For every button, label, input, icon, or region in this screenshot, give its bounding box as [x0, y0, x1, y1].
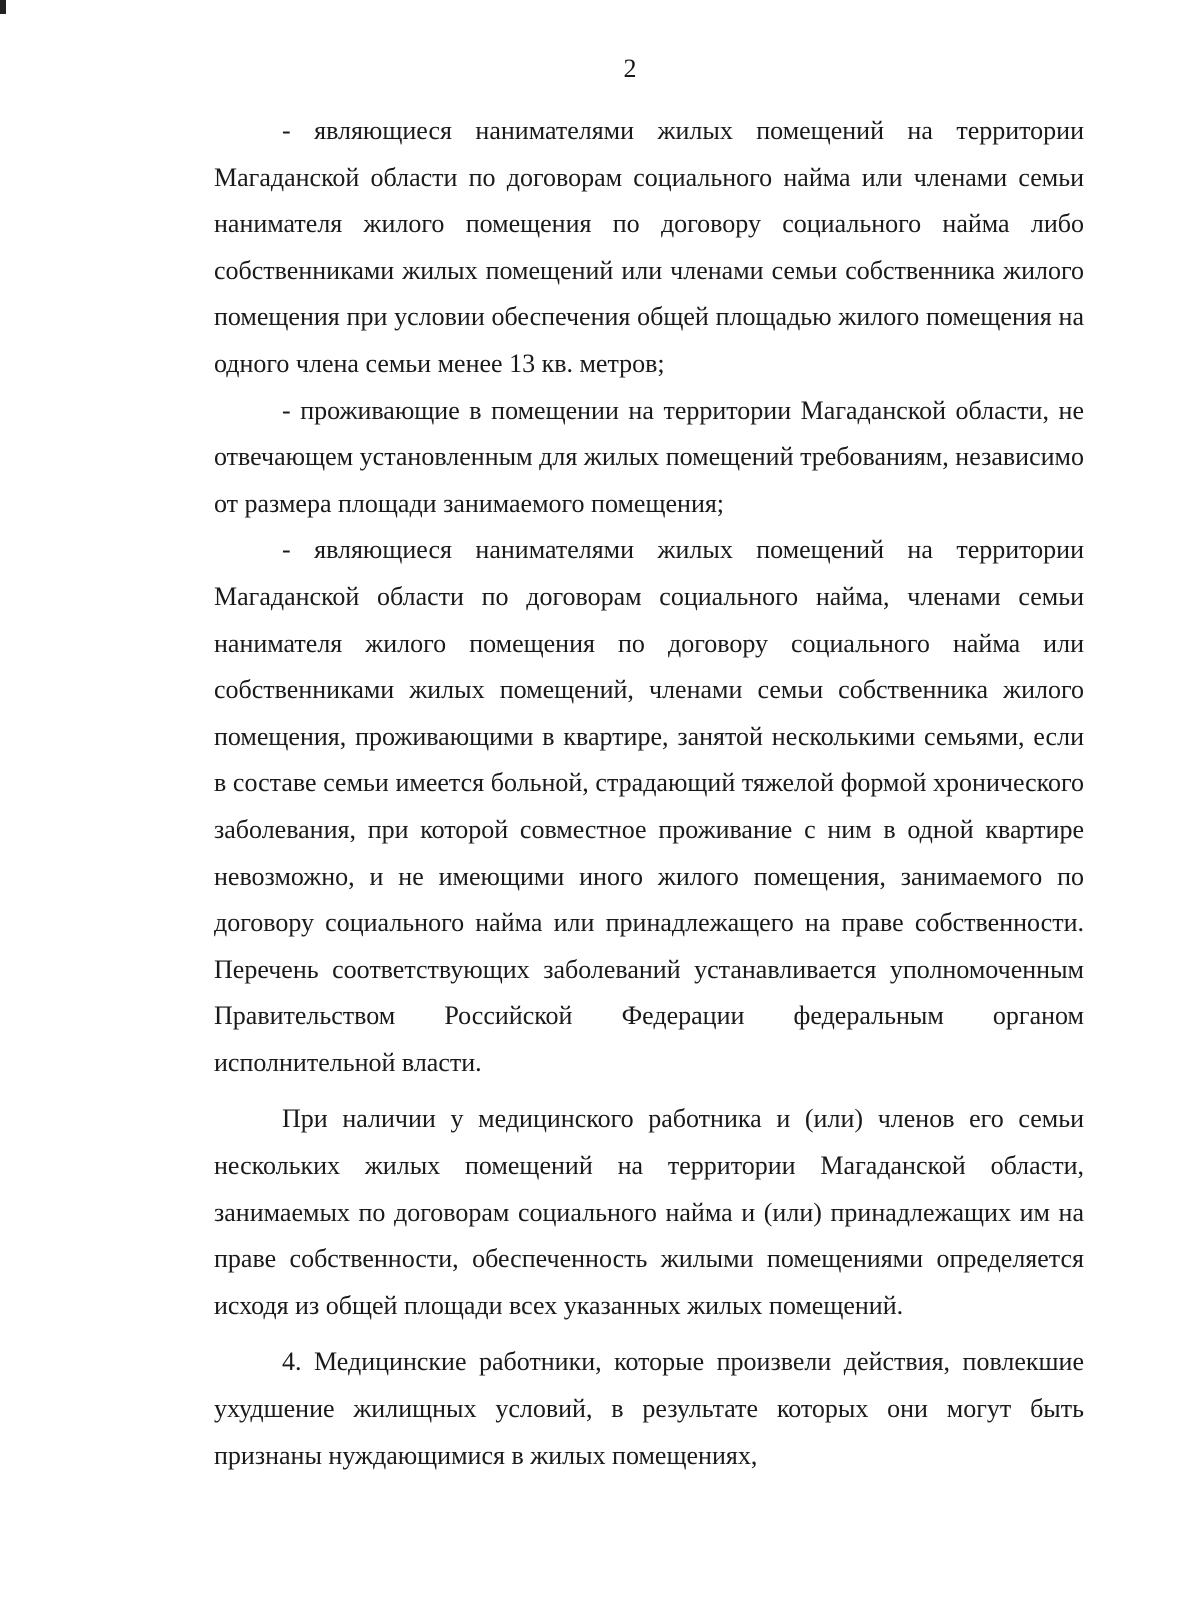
paragraph-tenants-low-area: - являющиеся нанимателями жилых помещений на территории Магаданской области по договорам социального найма или членами семьи нанимателя жилого помещения по договору социального найма либо собственниками жилых помещений или членами семьи собственника жилого помещения при условии обеспечения общей площадью жилого помещения на одного члена семьи менее 13 кв. метров;: [214, 116, 1084, 378]
paragraph-unfit-housing: - проживающие в помещении на территории Магаданской области, не отвечающем установленным для жилых помещений требованиям, независимо от размера площади занимаемого помещения;: [214, 395, 1084, 518]
paragraph-shared-apartment-illness: - являющиеся нанимателями жилых помещений на территории Магаданской области по договорам социального найма, членами семьи нанимателя жилого помещения по договору социального найма или собственниками жилых помещений, членами семьи собственника жилого помещения, проживающими в квартире, занятой несколькими семьями, если в составе семьи имеется больной, страдающий тяжелой формой хронического заболевания, при которой совместное проживание с ним в одной квартире невозможно, и не имеющими иного жилого помещения, занимаемого по договору социального найма или принадлежащего на праве собственности. Перечень соответствующих заболеваний устанавливается уполномоченным Правительством Российской Федерации федеральным органом исполнительной власти.: [214, 535, 1084, 1077]
paragraph-multiple-dwellings: При наличии у медицинского работника и (или) членов его семьи нескольких жилых помещений на территории Магаданской области, занимаемых по договорам социального найма и (или) принадлежащих им на праве собственности, обеспеченность жилыми помещениями определяется исходя из общей площади всех указанных жилых помещений.: [214, 1104, 1084, 1320]
document-body: [214, 108, 1084, 1479]
page-number: 2: [623, 54, 637, 83]
paragraph-item-4: 4. Медицинские работники, которые произвели действия, повлекшие ухудшение жилищных условий, в результате которых они могут быть признаны нуждающимися в жилых помещениях,: [214, 1347, 1084, 1470]
scan-edge-mark: [0, 0, 6, 14]
